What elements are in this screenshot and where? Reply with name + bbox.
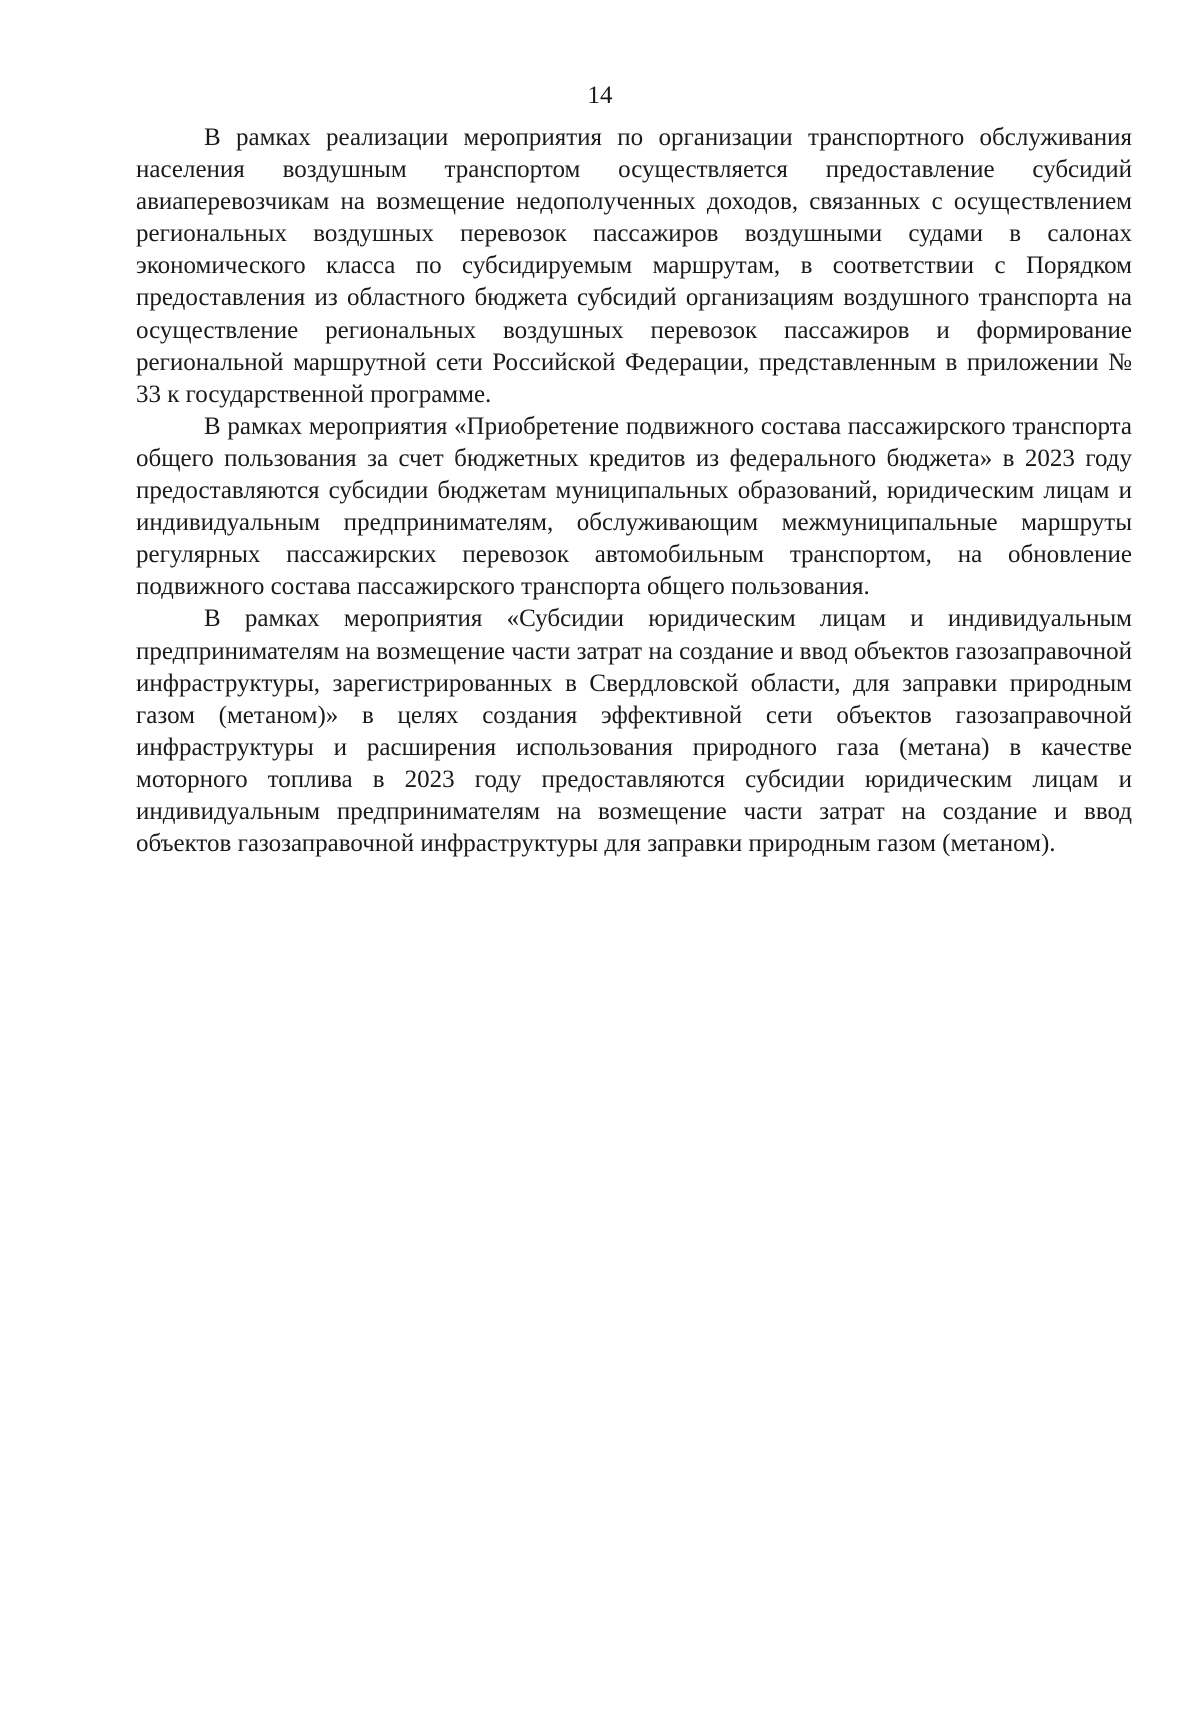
paragraph-gas-infrastructure-subsidies: В рамках мероприятия «Субсидии юридическим лицам и индивидуальным предпринимателям на возмещение части затрат на создание и ввод объектов газозаправочной инфраструктуры, зарегистрированных в Свердловской области, для заправки природным газом (метаном)» в целях создания эффективной сети объектов газозаправочной инфраструктуры и расширения использования природного газа (метана) в качестве моторного топлива в 2023 году предоставляются субсидии юридическим лицам и индивидуальным предпринимателям на возмещение части затрат на создание и ввод объектов газозаправочной инфраструктуры для заправки природным газом (метаном). <box>136 605 1132 858</box>
page-number: 14 <box>587 82 613 109</box>
paragraph-rolling-stock-subsidies: В рамках мероприятия «Приобретение подвижного состава пассажирского транспорта общего пользования за счет бюджетных кредитов из федерального бюджета» в 2023 году предоставляются субсидии бюджетам муниципальных образований, юридическим лицам и индивидуальным предпринимателям, обслуживающим межмуниципальные маршруты регулярных пассажирских перевозок автомобильным транспортом, на обновление подвижного состава пассажирского транспорта общего пользования. <box>136 412 1132 601</box>
paragraph-air-transport-subsidies: В рамках реализации мероприятия по организации транспортного обслуживания населения воздушным транспортом осуществляется предоставление субсидий авиаперевозчикам на возмещение недополученных доходов, связанных с осуществлением региональных воздушных перевозок пассажиров воздушными судами в салонах экономического класса по субсидируемым маршрутам, в соответствии с Порядком предоставления из областного бюджета субсидий организациям воздушного транспорта на осуществление региональных воздушных перевозок пассажиров и формирование региональной маршрутной сети Российской Федерации, представленным в приложении № 33 к государственной программе. <box>136 124 1132 408</box>
document-body <box>136 122 1132 860</box>
